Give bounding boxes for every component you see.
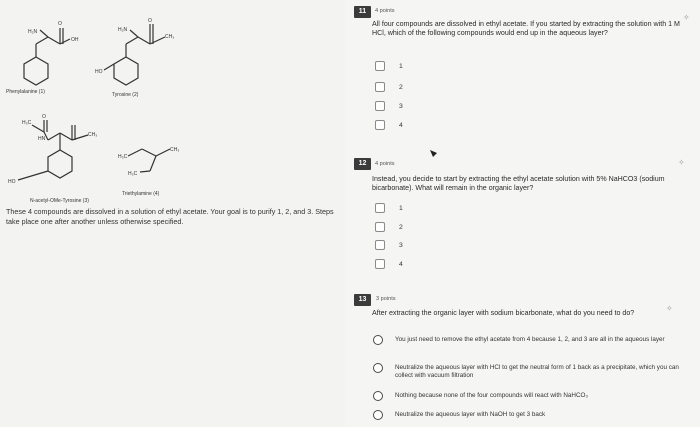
radio-button[interactable] [373, 335, 383, 345]
nac-o-text: O [42, 114, 46, 120]
question-number: 12 [354, 158, 371, 170]
question-text: Instead, you decide to start by extracting the ethyl acetate solution with 5% NaHCO3 (sodium bicarbonate). What will remain in the organic layer? [372, 175, 665, 192]
checkbox[interactable] [375, 120, 385, 130]
problem-description: These 4 compounds are dissolved in a solution of ethyl acetate. Your goal is to purify 1, 2, and 3. Steps take place one after another unless otherwise specified. [6, 207, 334, 226]
radio-option-label[interactable]: You just need to remove the ethyl acetate from 4 because 1, 2, and 3 are all in the aqueous layer [395, 336, 665, 343]
checkbox-option[interactable]: 3 [375, 101, 403, 111]
pin-icon[interactable]: ✧ [666, 304, 673, 313]
radio-button[interactable] [373, 410, 383, 420]
phe-oh-text: OH [71, 37, 79, 43]
question-number: 11 [354, 6, 371, 18]
checkbox-option[interactable]: 1 [375, 203, 403, 213]
pin-icon[interactable]: ✧ [678, 158, 685, 167]
chemical-structures [0, 0, 345, 205]
nac-ho-text: HO [8, 179, 16, 185]
question-number: 13 [354, 294, 371, 306]
checkbox[interactable] [375, 82, 385, 92]
tea-ch3-text: CH₃ [170, 147, 180, 153]
radio-button[interactable] [373, 391, 383, 401]
checkbox[interactable] [375, 259, 385, 269]
phenylalanine-label: Phenylalanine (1) [6, 89, 45, 95]
question-points: 4 points [375, 8, 395, 14]
radio-option-label[interactable]: Neutralize the aqueous layer with HCl to get the neutral form of 1 back as a precipitate, which you can collect with vacuum filtration [395, 364, 679, 379]
checkbox-option[interactable]: 4 [375, 259, 403, 269]
radio-button[interactable] [373, 363, 383, 373]
question-text: After extracting the organic layer with sodium bicarbonate, what do you need to do? [372, 309, 635, 317]
checkbox-option[interactable]: 2 [375, 82, 403, 92]
structures-panel [0, 0, 345, 427]
nac-ch3-text: CH₃ [88, 132, 98, 138]
nac-hn-text: HN [38, 136, 46, 142]
nacetyl-label: N-acetyl-OMe-Tyrosine (3) [30, 198, 89, 204]
radio-option-label[interactable]: Neutralize the aqueous layer with NaOH to get 3 back [395, 411, 546, 418]
question-points: 4 points [375, 161, 395, 167]
tyr-ch3-text: CH₃ [165, 34, 175, 40]
checkbox[interactable] [375, 203, 385, 213]
checkbox[interactable] [375, 61, 385, 71]
questions-panel [345, 0, 700, 427]
question-text: All four compounds are dissolved in ethyl acetate. If you started by extracting the solution with 1 M HCl, which of the following compounds would end up in the aqueous layer? [372, 20, 680, 37]
question-points: 3 points [376, 296, 396, 302]
tyr-nh2-text: H₂N [118, 27, 128, 33]
phe-o-text: O [58, 21, 62, 27]
phe-nh2-text: H₂N [28, 29, 38, 35]
triethylamine-label: Triethylamine (4) [122, 191, 160, 197]
pin-icon[interactable]: ✧ [683, 13, 690, 22]
tea-h3c-text: H₃C [118, 154, 128, 160]
checkbox-option[interactable]: 2 [375, 222, 403, 232]
checkbox-option[interactable]: 4 [375, 120, 403, 130]
tyrosine-label: Tyrosine (2) [112, 92, 139, 98]
checkbox-option[interactable]: 1 [375, 61, 403, 71]
checkbox[interactable] [375, 222, 385, 232]
cursor-icon [430, 150, 438, 158]
tyr-ho-text: HO [95, 69, 103, 75]
tea-h3c2-text: H₃C [128, 171, 138, 177]
checkbox[interactable] [375, 240, 385, 250]
nac-h3c-text: H₃C [22, 120, 32, 126]
checkbox-option[interactable]: 3 [375, 240, 403, 250]
radio-option-label[interactable]: Nothing because none of the four compounds will react with NaHCO₃ [395, 392, 588, 399]
checkbox[interactable] [375, 101, 385, 111]
tyr-o-text: O [148, 18, 152, 24]
